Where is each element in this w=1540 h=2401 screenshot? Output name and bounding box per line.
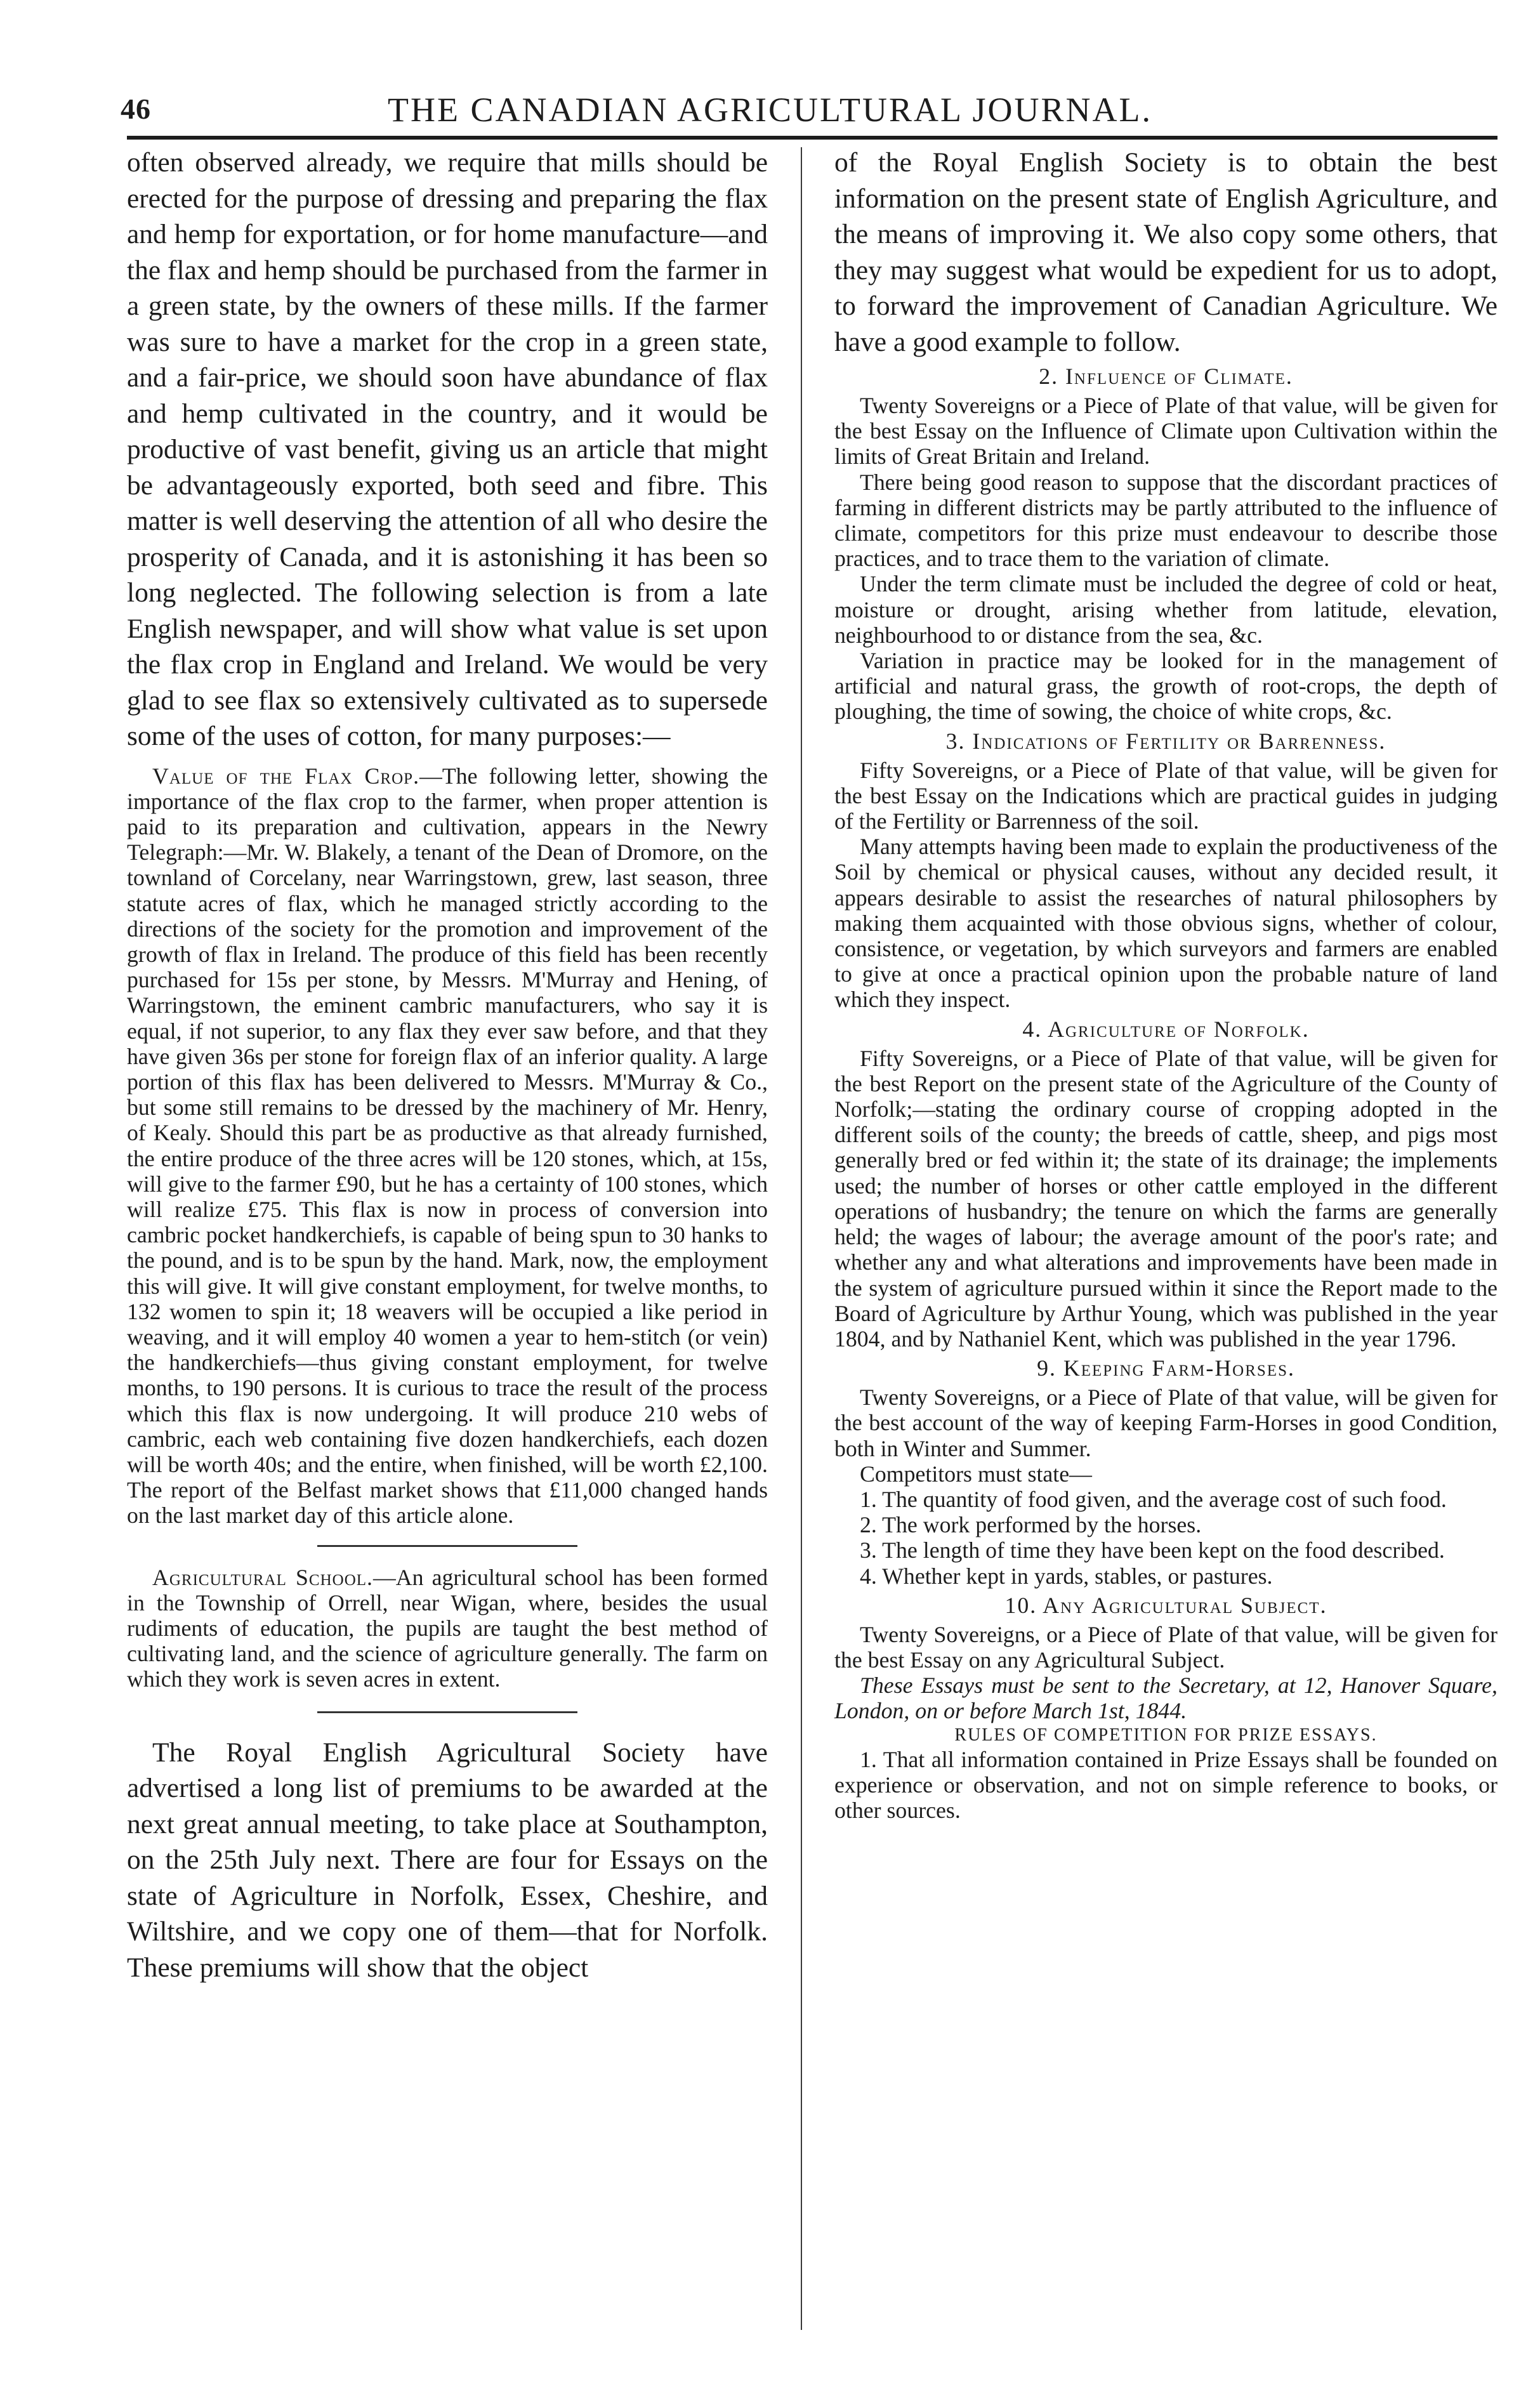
section-rule	[317, 1545, 577, 1547]
right-column	[834, 145, 1497, 1823]
list-item: 4. Whether kept in yards, stables, or pastures.	[860, 1563, 1273, 1589]
section-climate	[834, 362, 1497, 725]
royal-society-paragraph: The Royal English Agricultural Society have advertised a long list of premiums to be awarded at the next great annual meeting, to take place at Southampton, on the 25th July next. There are four for Essays on the state of Agriculture in Norfolk, Essex, Cheshire, and Wiltshire, and we copy one of them—that for Norfolk. These premiums will show that the object	[127, 1737, 768, 1983]
page-number: 46	[121, 93, 151, 125]
section-paragraph: Fifty Sovereigns, or a Piece of Plate of that value, will be given for the best Essay on the Indications which are practical guides in judging of the Fertility or Barrenness of the soil.	[834, 757, 1497, 834]
running-title: THE CANADIAN AGRICULTURAL JOURNAL.	[388, 91, 1152, 129]
section-paragraph: Fifty Sovereigns, or a Piece of Plate of that value, will be given for the best Report on the present state of the Agriculture of the County of Norfolk;—stating the ordinary course of cropping adopted in the different soils of the county; the breeds of cattle, sheep, and pigs most generally bred or fed within it; the state of its drainage; the implements used; the number of horses or other cattle employed in the different operations of husbandry; the tenure on which the farms are generally held; the wages of labour; the average amount of the poor's rate; and whether any and what alterations and improvements have been made in the system of agriculture pursued within it since the Report made to the Board of Agriculture by Arthur Young, which was published in the year 1804, and by Nathaniel Kent, which was published in the year 1796.	[834, 1045, 1497, 1352]
section-paragraph: Variation in practice may be looked for in the management of artificial and natural grass, the growth of root-crops, the depth of ploughing, the time of sowing, the choice of white crops, &c.	[834, 648, 1497, 725]
section-paragraph: Many attempts having been made to explain the productiveness of the Soil by chemical or physical causes, without any decided result, it appears desirable to assist the researches of natural philosophers by making them acquainted with those obvious signs, whether of colour, consistence, or vegetation, by which surveyors and farmers are enabled to give at once a practical opinion upon the probable nature of land which they inspect.	[834, 834, 1497, 1013]
section-paragraph: Twenty Sovereigns or a Piece of Plate of that value, will be given for the best Essay on the Influence of Climate upon Cultivation within the limits of Great Britain and Ireland.	[834, 393, 1497, 470]
section-paragraph: There being good reason to suppose that the discordant practices of farming in different districts may be partly attributed to the influence of climate, competitors for this prize must endeavour to describe those practices, and to trace them to the variation of climate.	[834, 469, 1497, 572]
section-paragraph: Twenty Sovereigns, or a Piece of Plate of that value, will be given for the best Essay on any Agricultural Subject.	[834, 1621, 1497, 1673]
page-header	[0, 0, 1540, 146]
section-paragraph: Under the term climate must be included the degree of cold or heat, moisture or drought, arising whether from latitude, elevation, neighbourhood to or distance from the sea, &c.	[834, 571, 1497, 648]
list-item: 3. The length of time they have been kept on the food described.	[860, 1537, 1445, 1563]
section-rule	[317, 1711, 577, 1713]
list-item: 2. The work performed by the horses.	[860, 1512, 1202, 1538]
submission-notice: These Essays must be sent to the Secretary, at 12, Hanover Square, London, on or before March 1st, 1844.	[834, 1673, 1497, 1724]
school-title: Agricultural School.	[152, 1564, 373, 1590]
section-heading: 2. Influence of Climate.	[1039, 364, 1293, 389]
section-heading: 3. Indications of Fertility or Barrenness.	[945, 728, 1386, 754]
section-heading: 10. Any Agricultural Subject.	[1004, 1592, 1327, 1618]
section-paragraph: Twenty Sovereigns, or a Piece of Plate of that value, will be given for the best account of the way of keeping Farm-Horses in good Condition, both in Winter and Summer.	[834, 1385, 1497, 1461]
intro-paragraph: often observed already, we require that mills should be erected for the purpose of dressing and preparing the flax and hemp for exportation, or for home manufacture—and the flax and hemp should be purchased from the farmer in a green state, by the owners of these mills. If the farmer was sure to have a market for the crop in a green state, and a fair-price, we should soon have abundance of flax and hemp cultivated in the country, and it would be productive of vast benefit, giving us an article that might be advantageously exported, both seed and fibre. This matter is well deserving the attention of all who desire the prosperity of Canada, and it is astonishing it has been so long neglected. The following selection is from a late English newspaper, and will show what value is set upon the flax crop in England and Ireland. We would be very glad to see flax so extensively cultivated as to supersede some of the uses of cotton, for many purposes:—	[127, 147, 768, 751]
section-paragraph: Competitors must state—	[860, 1461, 1092, 1487]
school-article	[127, 1565, 768, 1692]
flax-crop-text: —The following letter, showing the importance of the flax crop to the farmer, when proper attention is paid to its preparation and cultivation, appears in the Newry Telegraph:—Mr. W. Blakely, a tenant of the Dean of Dromore, on the townland of Corcelany, near Warringstown, grew, last season, three statute acres of flax, which he managed strictly according to the directions of the society for the promotion and improvement of the growth of flax in Ireland. The produce of this field has been recently purchased for 15s per stone, by Messrs. M'Murray and Hening, of Warringstown, the eminent cambric manufacturers, who say it is equal, if not superior, to any flax they ever saw before, and that they have given 36s per stone for foreign flax of an inferior quality. A large portion of this flax has been delivered to Messrs. M'Murray & Co., but some still remains to be dressed by the machinery of Mr. Henry, of Kealy. Should this part be as productive as that already furnished, the entire produce of the three acres will be 120 stones, which, at 15s, will give to the farmer £90, but he has a certainty of 100 stones, which will realize £75. This flax is now in process of conversion into cambric pocket handkerchiefs, is capable of being spun to 30 hanks to the pound, and is to be spun by the hand. Mark, now, the employment this will give. It will give constant employment, for twelve months, to 132 women to spin it; 18 weavers will be occupied a like period in weaving, and it will employ 40 women a year to hem-stitch (or vein) the handkerchiefs—thus giving constant employment, for twelve months, to 190 persons. It is curious to trace the result of the process which this flax is now undergoing. It will produce 210 webs of cambric, each web containing five dozen handkerchiefs, each dozen will be worth 40s; and the entire, when finished, will be worth £2,100. The report of the Belfast market shows that £11,000 changed hands on the last market day of this article alone.	[127, 763, 768, 1529]
section-farm-horses	[834, 1354, 1497, 1589]
continuation-paragraph: of the Royal English Society is to obtain the best information on the present state of English Agriculture, and the means of improving it. We also copy some others, that they may suggest what would be expedient for us to adopt, to forward the improvement of Canadian Agriculture. We have a good example to follow.	[834, 147, 1497, 357]
header-rule	[127, 136, 1497, 140]
section-heading: 9. Keeping Farm-Horses.	[1037, 1355, 1295, 1381]
flax-crop-title: Value of the Flax Crop.	[152, 763, 420, 789]
section-any-subject	[834, 1591, 1497, 1673]
list-item: 1. The quantity of food given, and the average cost of such food.	[860, 1486, 1447, 1512]
school-text: —An agricultural school has been formed in the Township of Orrell, near Wigan, where, besides the usual rudiments of education, the pupils are taught the best method of cultivating land, and the science of agriculture generally. The farm on which they work is seven acres in extent.	[127, 1564, 768, 1692]
flax-crop-article	[127, 763, 768, 1529]
section-heading: 4. Agriculture of Norfolk.	[1022, 1016, 1310, 1042]
column-divider	[801, 147, 802, 2330]
rule-1: 1. That all information contained in Prize Essays shall be founded on experience or observation, and not on simple reference to books, or other sources.	[834, 1746, 1497, 1823]
section-norfolk	[834, 1015, 1497, 1352]
section-fertility	[834, 727, 1497, 1013]
left-column	[127, 145, 768, 1985]
rules-heading: RULES OF COMPETITION FOR PRIZE ESSAYS.	[954, 1725, 1378, 1745]
competitor-list	[834, 1487, 1497, 1589]
